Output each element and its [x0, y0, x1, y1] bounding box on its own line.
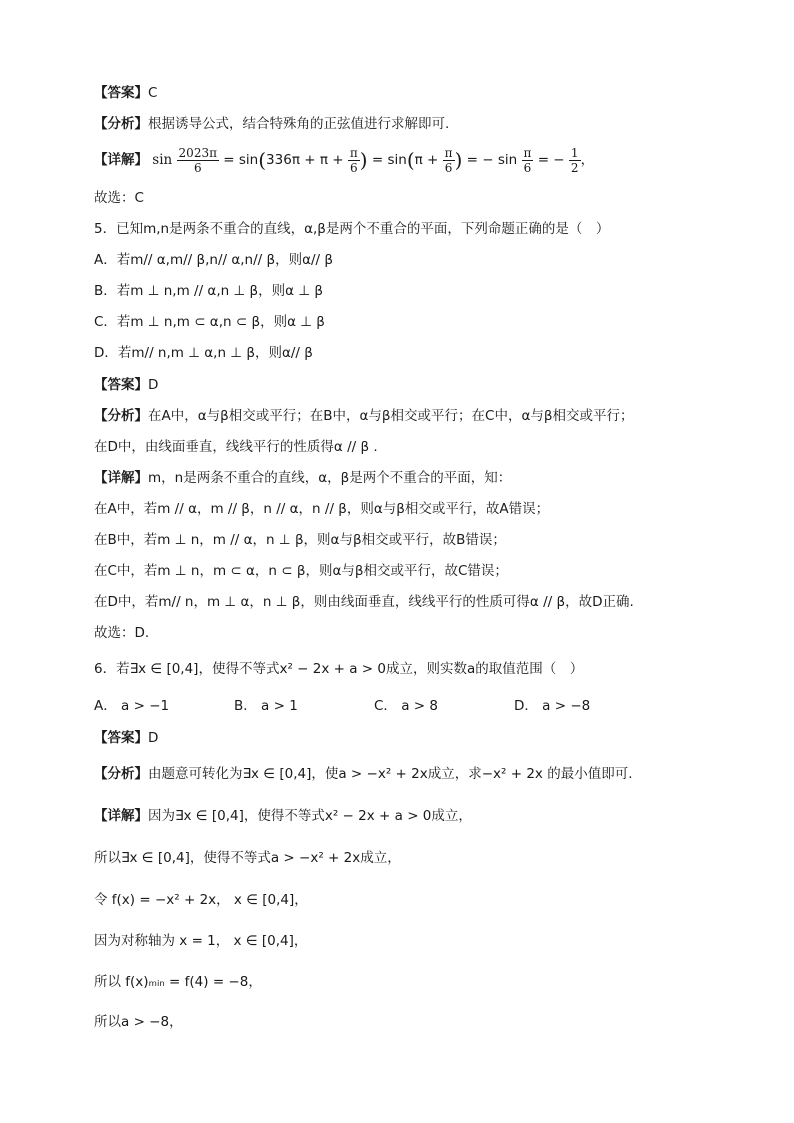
- q5-option-a: A．若m// α,m// β,n// α,n// β，则α// β: [94, 252, 334, 268]
- q5-detail-d: 在D中，若m// n，m ⊥ α，n ⊥ β，则由线面垂直，线线平行的性质可得α // β，故D正确.: [94, 594, 634, 610]
- answer-tag: 【答案】: [94, 85, 148, 101]
- q6-option-b: B． a > 1: [234, 698, 298, 714]
- q5-option-d: D．若m// n,m ⊥ α,n ⊥ β，则α// β: [94, 345, 313, 361]
- q5-detail-line: [94, 468, 511, 488]
- q6-options: [94, 696, 654, 716]
- fraction-2023pi-6: $\frac{2023\pi}{6}$: [178, 145, 217, 175]
- q6-option-a: A． a > −1: [94, 698, 170, 714]
- answer-value: D: [148, 730, 159, 746]
- fraction-pi-6-c: $\frac{\pi}{6}$: [523, 145, 532, 175]
- q5-detail-a: 在A中，若m // α，m // β，n // α，n // β，则α与β相交或平行，故A错误；: [94, 501, 550, 517]
- q6-option-d: D． a > −8: [514, 698, 591, 714]
- analysis-tag: 【分析】: [94, 766, 148, 782]
- q5-stem: 5．已知m,n是两条不重合的直线，α,β是两个不重合的平面，下列命题正确的是（ ）: [94, 221, 610, 237]
- q5-analysis-line-1: [94, 406, 633, 426]
- detail-text: 因为∃x ∈ [0,4]，使得不等式x² − 2x + a > 0成立，: [148, 808, 472, 824]
- answer-tag: 【答案】: [94, 730, 148, 746]
- analysis-text: 由题意可转化为∃x ∈ [0,4]，使a > −x² + 2x成立，求−x² + 2x 的最小值即可.: [148, 766, 633, 782]
- fraction-pi-6-a: $\frac{\pi}{6}$: [349, 145, 358, 175]
- q6-detail-1: 所以∃x ∈ [0,4]，使得不等式a > −x² + 2x成立，: [94, 850, 401, 866]
- q4-conclusion: 故选：C: [94, 190, 144, 206]
- q6-detail-line: [94, 806, 472, 826]
- q5-option-b: B．若m ⊥ n,m // α,n ⊥ β，则α ⊥ β: [94, 283, 323, 299]
- q4-answer-line: [94, 83, 157, 103]
- detail-text: m，n是两条不重合的直线，α，β是两个不重合的平面，知：: [148, 470, 512, 486]
- q5-detail-b: 在B中，若m ⊥ n，m // α，n ⊥ β，则α与β相交或平行，故B错误；: [94, 532, 506, 548]
- eq-sin-2: = sin: [371, 152, 407, 168]
- q6-stem: 6．若∃x ∈ [0,4]，使得不等式x² − 2x + a > 0成立，则实数a的取值范围（ ）: [94, 661, 584, 677]
- detail-tag: 【详解】: [94, 152, 148, 168]
- detail-tag: 【详解】: [94, 808, 148, 824]
- q6-answer-line: [94, 728, 158, 748]
- q4-detail-line: 【详解】 sin $\frac{2023\pi}{6}$ = sin(336π + π + $\frac{\pi}{6}$ ) = sin(π + $\frac{\pi}{6}$ ) = − sin $\frac{\pi}{6}$ = − $\frac{1}{2}$ ，: [94, 145, 595, 175]
- fraction-pi-6-b: $\frac{\pi}{6}$: [444, 145, 453, 175]
- analysis-tag: 【分析】: [94, 408, 148, 424]
- q4-analysis-line: [94, 114, 449, 134]
- answer-value: D: [148, 377, 159, 393]
- q6-detail-4: 所以 f(x)ₘᵢₙ = f(4) = −8，: [94, 974, 262, 990]
- q5-option-c: C．若m ⊥ n,m ⊂ α,n ⊂ β，则α ⊥ β: [94, 314, 325, 330]
- q6-detail-2: 令 f(x) = −x² + 2x， x ∈ [0,4]，: [94, 892, 308, 908]
- sin-fn: sin: [152, 152, 173, 168]
- analysis-text: 根据诱导公式，结合特殊角的正弦值进行求解即可.: [148, 116, 450, 132]
- answer-tag: 【答案】: [94, 377, 148, 393]
- answer-value: C: [148, 85, 158, 101]
- q6-option-c: C． a > 8: [374, 698, 438, 714]
- q5-conclusion: 故选：D.: [94, 625, 150, 641]
- q5-detail-c: 在C中，若m ⊥ n，m ⊂ α，n ⊂ β，则α与β相交或平行，故C错误；: [94, 563, 508, 579]
- q5-analysis-line-2: 在D中，由线面垂直，线线平行的性质得α // β .: [94, 439, 378, 455]
- q6-detail-3: 因为对称轴为 x = 1， x ∈ [0,4]，: [94, 933, 308, 949]
- detail-tag: 【详解】: [94, 470, 148, 486]
- eq-sin-1: = sin: [223, 152, 259, 168]
- arg-2: π +: [414, 152, 439, 168]
- eq-neg: = −: [537, 152, 565, 168]
- q6-analysis-line: [94, 764, 632, 784]
- arg-1: 336π + π +: [266, 152, 344, 168]
- eq-neg-sin: = − sin: [466, 152, 518, 168]
- fraction-1-2: $\frac{1}{2}$: [570, 145, 579, 175]
- q6-detail-5: 所以a > −8，: [94, 1014, 183, 1030]
- analysis-text-1: 在A中，α与β相交或平行；在B中，α与β相交或平行；在C中，α与β相交或平行；: [148, 408, 634, 424]
- analysis-tag: 【分析】: [94, 116, 148, 132]
- q5-answer-line: [94, 375, 158, 395]
